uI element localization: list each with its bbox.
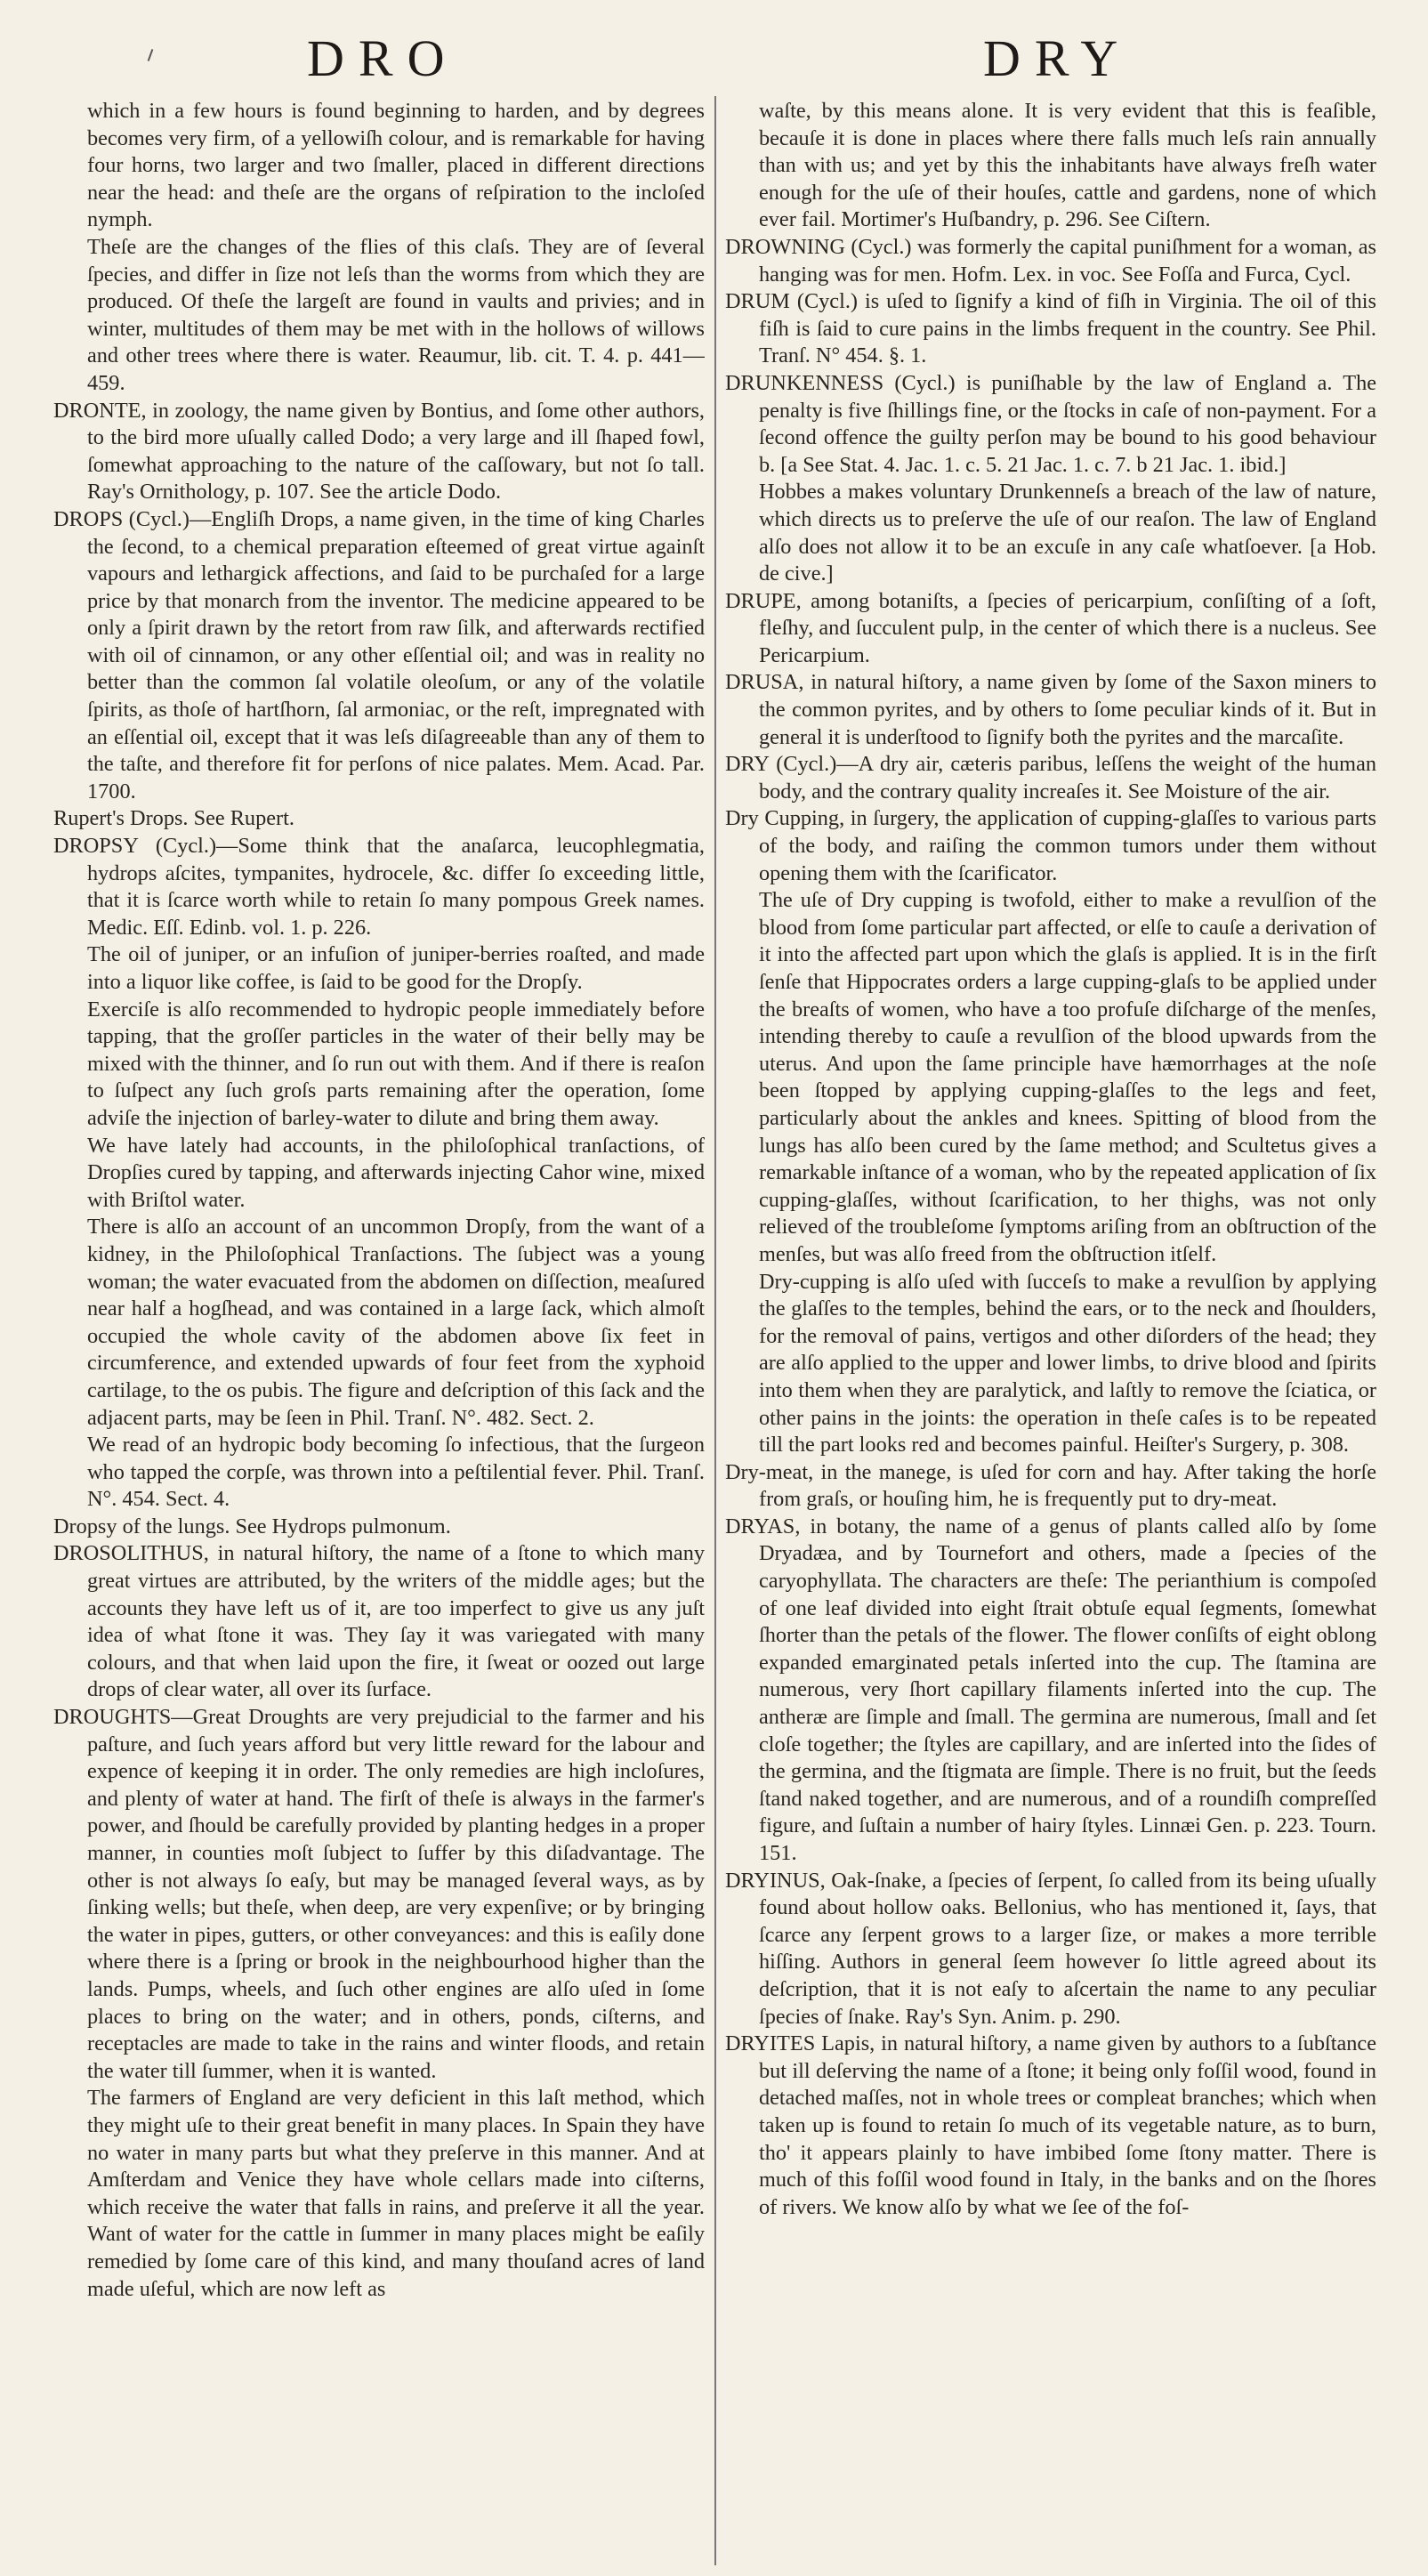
entry-paragraph: which in a few hours is found beginning to harden, and by degrees becomes very firm, of a yellowiſh colour, and is remarkable for having four horns, two larger and two ſmaller, placed in different directions near the head: and theſe are the organs of reſpiration to the incloſed nymph. bbox=[87, 99, 705, 232]
entry-paragraph: We read of an hydropic body becoming ſo infectious, that the ſurgeon who tapped the corpſe, was thrown into a peſtilential fever. Phil. Tranſ. N°. 454. Sect. 4. bbox=[87, 1433, 705, 1512]
entry-paragraph: DRYAS, in botany, the name of a genus of plants called alſo by ſome Dryadæa, and by Tournefort and others, made a ſpecies of the caryophyllata. The characters are theſe: The perianthium is compoſed of one leaf divided into eight ſtrait obtuſe equal ſegments, ſomewhat ſhorter than the petals of the flower. The flower conſiſts of eight oblong expanded emarginated petals inſerted into the cup. The ſtamina are numerous, very ſhort capillary filaments inſerted into the cup. The antheræ are ſimple and ſmall. The germina are numerous, ſmall and ſet cloſe together; the ſtyles are capillary, and are inſerted into the ſides of the germina, and the ſtigmata are ſimple. There is no fruit, but the ſeeds ſtand naked together, and are numerous, and of a roundiſh compreſſed figure, and ſuſtain a number of hairy ſtyles. Linnæi Gen. p. 223. Tourn. 151. bbox=[725, 1514, 1376, 1865]
entry-paragraph: Theſe are the changes of the flies of this claſs. They are of ſeveral ſpecies, and differ in ſize not leſs than the worms from which they are produced. Of theſe the largeſt are found in vaults and privies; and in winter, multitudes of them may be met with in the hollows of willows and other trees where there is water. Reaumur, lib. cit. T. 4. p. 441—459. bbox=[87, 234, 705, 395]
entry-paragraph: The uſe of Dry cupping is twofold, either to make a revulſion of the blood from ſome particular part affected, or elſe to cauſe a derivation of it into the affected part upon which the glaſs is applied. It is in the firſt ſenſe that Hippocrates orders a large cupping-glaſs to be applied under the breaſts of women, who have a too profuſe diſcharge of the menſes, intending thereby to cauſe a revulſion of the blood upwards from the uterus. And upon the ſame principle have hæmorrhages at the noſe been ſtopped by applying cupping-glaſſes to the legs and feet, particularly about the ankles and knees. Spitting of blood from the lungs has alſo been cured by the ſame method; and Scultetus gives a remarkable inſtance of a woman, who by the repeated application of ſix cupping-glaſſes, without ſcarification, to her thighs, was not only relieved of the troubleſome ſymptoms ariſing from an obſtruction of the menſes, but was alſo freed from the obſtruction itſelf. bbox=[759, 888, 1376, 1266]
entry-paragraph: We have lately had accounts, in the philoſophical tranſactions, of Dropſies cured by tapping, and afterwards injecting Cahor wine, mixed with Briſtol water. bbox=[87, 1133, 705, 1212]
entry-paragraph: Dry-cupping is alſo uſed with ſucceſs to make a revulſion by applying the glaſſes to the temples, behind the ears, or to the neck and ſhoulders, for the removal of pains, vertigos and other diſorders of the head; they are alſo applied to the upper and lower limbs, to drive blood and ſpirits into them when they are paralytick, and laſtly to remove the ſciatica, or other pains in the joints: the operation in theſe caſes is to be repeated till the part looks red and becomes painful. Heiſter's Surgery, p. 308. bbox=[759, 1269, 1376, 1458]
entry-paragraph: DRUNKENNESS (Cycl.) is puniſhable by the law of England a. The penalty is five ſhillings fine, or the ſtocks in caſe of non-payment. For a ſecond offence the guilty perſon may be bound to his good behaviour b. [a See Stat. 4. Jac. 1. c. 5. 21 Jac. 1. c. 7. b 21 Jac. 1. ibid.] bbox=[725, 370, 1376, 477]
entry-paragraph: DRY (Cycl.)—A dry air, cæteris paribus, leſſens the weight of the human body, and the contrary quality increaſes it. See Moisture of the air. bbox=[725, 752, 1376, 803]
entry-paragraph: DRUM (Cycl.) is uſed to ſignify a kind of fiſh in Virginia. The oil of this fiſh is ſaid to cure pains in the limbs frequent in the country. See Phil. Tranſ. N° 454. §. 1. bbox=[725, 289, 1376, 368]
entry-paragraph: The oil of juniper, or an infuſion of juniper-berries roaſted, and made into a liquor like coffee, is ſaid to be good for the Dropſy. bbox=[87, 942, 705, 994]
entry-paragraph: There is alſo an account of an uncommon Dropſy, from the want of a kidney, in the Philoſophical Tranſactions. The ſubject was a young woman; the water evacuated from the abdomen on diſſection, meaſured near half a hogſhead, and was contained in a large ſack, which almoſt occupied the whole cavity of the abdomen above ſix feet in circumference, and extended upwards of four feet from the xyphoid cartilage, to the os pubis. The figure and deſcription of this ſack and the adjacent parts, may be ſeen in Phil. Tranſ. N°. 482. Sect. 2. bbox=[87, 1215, 705, 1430]
running-header-right: DRY bbox=[983, 29, 1133, 87]
entry-paragraph: DROWNING (Cycl.) was formerly the capital puniſhment for a woman, as hanging was for men. Hofm. Lex. in voc. See Foſſa and Furca, Cycl. bbox=[725, 234, 1376, 287]
column-rule bbox=[714, 96, 716, 2565]
right-column bbox=[725, 98, 1376, 2563]
entry-paragraph: Dry Cupping, in ſurgery, the application of cupping-glaſſes to various parts of the body, and raiſing the common tumors under them without opening them with the ſcarificator. bbox=[725, 806, 1376, 885]
entry-paragraph: DRYITES Lapis, in natural hiſtory, a name given by authors to a ſubſtance but ill deſerving the name of a ſtone; it being only foſſil wood, found in detached maſſes, not in whole trees or compleat branches; which when taken up is found to retain ſo much of its vegetable nature, as to burn, tho' it appears plainly to have imbibed ſome ſtony matter. There is much of this foſſil wood found in Italy, in the banks and on the ſhores of rivers. We know alſo by what we ſee of the foſ- bbox=[725, 2031, 1376, 2219]
entry-paragraph: Dropsy of the lungs. See Hydrops pulmonum. bbox=[53, 1514, 451, 1538]
entry-paragraph: DROUGHTS—Great Droughts are very prejudicial to the farmer and his paſture, and ſuch years afford but very little reward for the labour and expence of keeping it in order. The only remedies are high incloſures, and plenty of water at hand. The firſt of theſe is always in the farmer's power, and ſhould be carefully provided by planting hedges in a proper manner, in counties moſt ſubject to ſuffer by this diſadvantage. The other is not always ſo eaſy, but may be managed ſeveral ways, as by ſinking wells; but theſe, when deep, are very expenſive; or by bringing the water in pipes, gutters, or other conveyances: and this is eaſily done where there is a ſpring or brook in the neighbourhood higher than the lands. Pumps, wheels, and ſuch other engines are alſo uſed in ſome places to bring on the water; and in others, ponds, ciſterns, and receptacles are made to take in the rains and winter floods, and retain the water till ſummer, when it is wanted. bbox=[53, 1705, 705, 2083]
entry-paragraph: DRUSA, in natural hiſtory, a name given by ſome of the Saxon miners to the common pyrites, and by others to ſome peculiar kinds of it. But in general it is underſtood to ſignify both the pyrites and the marcaſite. bbox=[725, 670, 1376, 749]
entry-paragraph: The farmers of England are very deficient in this laſt method, which they might uſe to their great benefit in many places. In Spain they have no water in many parts but what they preſerve in this manner. And at Amſterdam and Venice they have whole cellars made into ciſterns, which receive the water that falls in rains, and preſerve it all the year. Want of water for the cattle in ſummer in many places might be eaſily remedied by ſome care of this kind, and many thouſand acres of land made uſeful, which are now left as bbox=[87, 2086, 705, 2301]
entry-paragraph: DRUPE, among botaniſts, a ſpecies of pericarpium, conſiſting of a ſoft, fleſhy, and ſucculent pulp, in the center of which there is a nucleus. See Pericarpium. bbox=[725, 588, 1376, 667]
left-column bbox=[53, 98, 705, 2563]
entry-paragraph: DRYINUS, Oak-ſnake, a ſpecies of ſerpent, ſo called from its being uſually found about hollow oaks. Bellonius, who has mentioned it, ſays, that ſcarce any ſerpent grows to a larger ſize, or makes a more terrible hiſſing. Authors in general ſeem however ſo little agreed about its deſcription, that it is not eaſy to aſcertain the name to any peculiar ſpecies of ſnake. Ray's Syn. Anim. p. 290. bbox=[725, 1868, 1376, 2029]
entry-paragraph: waſte, by this means alone. It is very evident that this is feaſible, becauſe it is done in places where there falls much leſs rain annually than with us; and yet by this the inhabitants have always freſh water enough for the uſe of their houſes, cattle and gardens, none of which ever fail. Mortimer's Huſbandry, p. 296. See Ciſtern. bbox=[759, 99, 1376, 232]
margin-mark bbox=[148, 49, 154, 61]
entry-paragraph: Hobbes a makes voluntary Drunkenneſs a breach of the law of nature, which directs us to preſerve the uſe of our reaſon. The law of England alſo does not allow it to be an excuſe in any caſe whatſoever. [a Hob. de cive.] bbox=[759, 480, 1376, 586]
running-header-left: DRO bbox=[307, 29, 459, 87]
entry-paragraph: Exerciſe is alſo recommended to hydropic people immediately before tapping, that the groſſer particles in the water of their belly may be mixed with the thinner, and ſo run out with them. And if there is reaſon to ſuſpect any ſuch groſs parts remaining after the operation, ſome adviſe the injection of barley-water to dilute and bring them away. bbox=[87, 997, 705, 1130]
entry-paragraph: Dry-meat, in the manege, is uſed for corn and hay. After taking the horſe from graſs, or houſing him, he is frequently put to dry-meat. bbox=[725, 1459, 1376, 1512]
entry-paragraph: DROSOLITHUS, in natural hiſtory, the name of a ſtone to which many great virtues are attributed, by the writers of the middle ages; but the accounts they have left us of it, are too imperfect to give us any juſt idea of what ſtone it was. They ſay it was variegated with many colours, and that when laid upon the fire, it ſweat or oozed out large drops of clear water, all over its ſurface. bbox=[53, 1541, 705, 1702]
entry-paragraph: DRONTE, in zoology, the name given by Bontius, and ſome other authors, to the bird more uſually called Dodo; a very large and ill ſhaped fowl, ſomewhat approaching to the nature of the caſſowary, but not ſo tall. Ray's Ornithology, p. 107. See the article Dodo. bbox=[53, 398, 705, 505]
entry-paragraph: DROPSY (Cycl.)—Some think that the anaſarca, leucophlegmatia, hydrops aſcites, tympanites, hydrocele, &c. differ ſo exceeding little, that it is ſcarce worth while to retain ſo many pompous Greek names. Medic. Eſſ. Edinb. vol. 1. p. 226. bbox=[53, 834, 705, 940]
entry-paragraph: DROPS (Cycl.)—Engliſh Drops, a name given, in the time of king Charles the ſecond, to a chemical preparation eſteemed of great virtue againſt vapours and lethargick affections, and ſaid to be purchaſed for a large price by that monarch from the inventor. The medicine appeared to be only a ſpirit drawn by the retort from raw ſilk, and afterwards rectified with oil of cinnamon, or any other eſſential oil; and was in reality no better than the common ſal volatile oleoſum, or any of the volatile ſpirits, as thoſe of hartſhorn, ſal armoniac, or the reſt, impregnated with an eſſential oil, except that it was leſs diſagreeable than any of them to the taſte, and therefore fit for perſons of nice palates. Mem. Acad. Par. 1700. bbox=[53, 506, 705, 803]
entry-paragraph: Rupert's Drops. See Rupert. bbox=[53, 806, 294, 831]
